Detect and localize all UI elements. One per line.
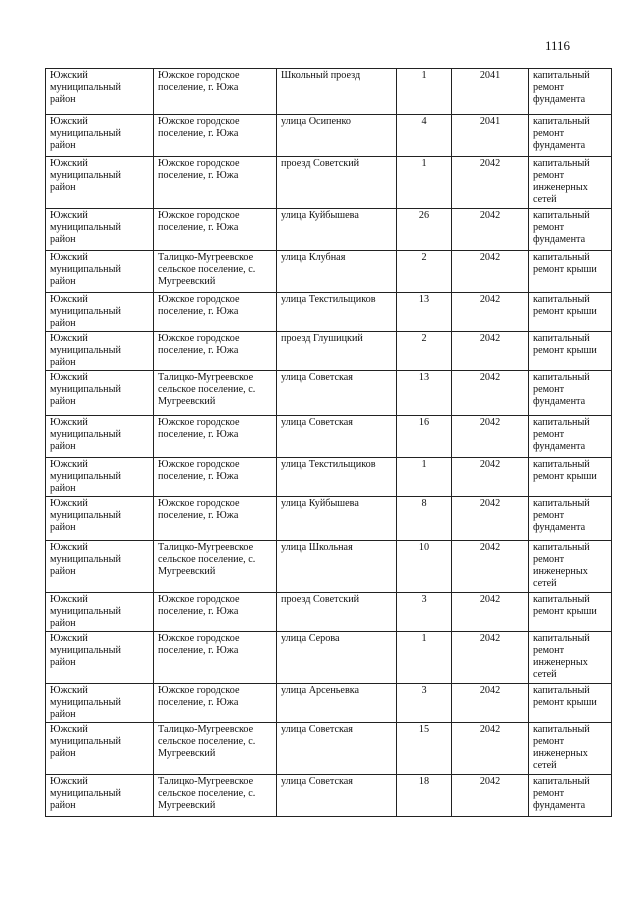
street-cell: Школьный проезд	[277, 69, 397, 115]
district-cell: Южский муниципальный район	[46, 157, 154, 209]
table-row	[46, 541, 612, 593]
work-type-cell: капитальный ремонт крыши	[529, 332, 612, 371]
settlement-cell: Талицко-Мугреевское сельское поселение, с. Мугреевский	[154, 723, 277, 775]
table-row	[46, 332, 612, 371]
table-row	[46, 209, 612, 251]
year-cell: 2042	[452, 497, 529, 541]
settlement-cell: Южское городское поселение, г. Южа	[154, 209, 277, 251]
street-cell: улица Арсеньевка	[277, 684, 397, 723]
table-row	[46, 251, 612, 293]
house-number-cell: 3	[397, 593, 452, 632]
settlement-cell: Южское городское поселение, г. Южа	[154, 593, 277, 632]
district-cell: Южский муниципальный район	[46, 69, 154, 115]
work-type-cell: капитальный ремонт инженерных сетей	[529, 723, 612, 775]
year-cell: 2042	[452, 157, 529, 209]
year-cell: 2042	[452, 416, 529, 458]
district-cell: Южский муниципальный район	[46, 684, 154, 723]
street-cell: улица Школьная	[277, 541, 397, 593]
year-cell: 2042	[452, 293, 529, 332]
year-cell: 2042	[452, 684, 529, 723]
district-cell: Южский муниципальный район	[46, 775, 154, 817]
settlement-cell: Талицко-Мугреевское сельское поселение, с. Мугреевский	[154, 775, 277, 817]
house-number-cell: 16	[397, 416, 452, 458]
year-cell: 2042	[452, 541, 529, 593]
house-number-cell: 13	[397, 293, 452, 332]
settlement-cell: Южское городское поселение, г. Южа	[154, 632, 277, 684]
year-cell: 2042	[452, 723, 529, 775]
street-cell: проезд Советский	[277, 157, 397, 209]
settlement-cell: Южское городское поселение, г. Южа	[154, 69, 277, 115]
page-number: 1116	[544, 38, 570, 53]
settlement-cell: Южское городское поселение, г. Южа	[154, 416, 277, 458]
year-cell: 2042	[452, 632, 529, 684]
district-cell: Южский муниципальный район	[46, 458, 154, 497]
street-cell: улица Серова	[277, 632, 397, 684]
settlement-cell: Талицко-Мугреевское сельское поселение, с. Мугреевский	[154, 251, 277, 293]
work-type-cell: капитальный ремонт крыши	[529, 593, 612, 632]
year-cell: 2042	[452, 371, 529, 416]
work-type-cell: капитальный ремонт фундамента	[529, 115, 612, 157]
table-row	[46, 69, 612, 115]
work-type-cell: капитальный ремонт крыши	[529, 251, 612, 293]
settlement-cell: Южское городское поселение, г. Южа	[154, 293, 277, 332]
table-row	[46, 775, 612, 817]
district-cell: Южский муниципальный район	[46, 497, 154, 541]
house-number-cell: 26	[397, 209, 452, 251]
district-cell: Южский муниципальный район	[46, 332, 154, 371]
table-row	[46, 593, 612, 632]
district-cell: Южский муниципальный район	[46, 723, 154, 775]
work-type-cell: капитальный ремонт крыши	[529, 458, 612, 497]
year-cell: 2042	[452, 458, 529, 497]
settlement-cell: Талицко-Мугреевское сельское поселение, с. Мугреевский	[154, 371, 277, 416]
house-number-cell: 1	[397, 69, 452, 115]
district-cell: Южский муниципальный район	[46, 293, 154, 332]
work-type-cell: капитальный ремонт инженерных сетей	[529, 157, 612, 209]
house-number-cell: 10	[397, 541, 452, 593]
work-type-cell: капитальный ремонт крыши	[529, 293, 612, 332]
house-number-cell: 8	[397, 497, 452, 541]
work-type-cell: капитальный ремонт крыши	[529, 684, 612, 723]
street-cell: улица Советская	[277, 416, 397, 458]
table-row	[46, 371, 612, 416]
district-cell: Южский муниципальный район	[46, 541, 154, 593]
work-type-cell: капитальный ремонт фундамента	[529, 497, 612, 541]
house-number-cell: 2	[397, 251, 452, 293]
district-cell: Южский муниципальный район	[46, 115, 154, 157]
table-row	[46, 115, 612, 157]
settlement-cell: Южское городское поселение, г. Южа	[154, 157, 277, 209]
house-number-cell: 13	[397, 371, 452, 416]
table-row	[46, 632, 612, 684]
house-number-cell: 4	[397, 115, 452, 157]
district-cell: Южский муниципальный район	[46, 416, 154, 458]
house-number-cell: 3	[397, 684, 452, 723]
year-cell: 2041	[452, 69, 529, 115]
district-cell: Южский муниципальный район	[46, 251, 154, 293]
house-number-cell: 15	[397, 723, 452, 775]
table-row	[46, 684, 612, 723]
table-row	[46, 157, 612, 209]
table-row	[46, 416, 612, 458]
house-number-cell: 1	[397, 632, 452, 684]
settlement-cell: Южское городское поселение, г. Южа	[154, 684, 277, 723]
house-number-cell: 1	[397, 157, 452, 209]
repair-schedule-table	[45, 68, 612, 817]
year-cell: 2042	[452, 593, 529, 632]
settlement-cell: Талицко-Мугреевское сельское поселение, с. Мугреевский	[154, 541, 277, 593]
street-cell: улица Советская	[277, 371, 397, 416]
settlement-cell: Южское городское поселение, г. Южа	[154, 115, 277, 157]
district-cell: Южский муниципальный район	[46, 371, 154, 416]
street-cell: улица Клубная	[277, 251, 397, 293]
year-cell: 2042	[452, 332, 529, 371]
street-cell: улица Текстильщиков	[277, 458, 397, 497]
year-cell: 2041	[452, 115, 529, 157]
table-row	[46, 723, 612, 775]
work-type-cell: капитальный ремонт фундамента	[529, 775, 612, 817]
street-cell: проезд Глушицкий	[277, 332, 397, 371]
work-type-cell: капитальный ремонт фундамента	[529, 416, 612, 458]
work-type-cell: капитальный ремонт фундамента	[529, 209, 612, 251]
street-cell: улица Текстильщиков	[277, 293, 397, 332]
street-cell: улица Куйбышева	[277, 497, 397, 541]
house-number-cell: 1	[397, 458, 452, 497]
year-cell: 2042	[452, 209, 529, 251]
district-cell: Южский муниципальный район	[46, 209, 154, 251]
settlement-cell: Южское городское поселение, г. Южа	[154, 332, 277, 371]
work-type-cell: капитальный ремонт фундамента	[529, 69, 612, 115]
settlement-cell: Южское городское поселение, г. Южа	[154, 458, 277, 497]
street-cell: улица Осипенко	[277, 115, 397, 157]
street-cell: улица Советская	[277, 775, 397, 817]
settlement-cell: Южское городское поселение, г. Южа	[154, 497, 277, 541]
table-row	[46, 497, 612, 541]
street-cell: улица Советская	[277, 723, 397, 775]
table-row	[46, 458, 612, 497]
table-row	[46, 293, 612, 332]
district-cell: Южский муниципальный район	[46, 593, 154, 632]
year-cell: 2042	[452, 251, 529, 293]
work-type-cell: капитальный ремонт инженерных сетей	[529, 541, 612, 593]
work-type-cell: капитальный ремонт фундамента	[529, 371, 612, 416]
street-cell: проезд Советский	[277, 593, 397, 632]
year-cell: 2042	[452, 775, 529, 817]
district-cell: Южский муниципальный район	[46, 632, 154, 684]
house-number-cell: 2	[397, 332, 452, 371]
work-type-cell: капитальный ремонт инженерных сетей	[529, 632, 612, 684]
street-cell: улица Куйбышева	[277, 209, 397, 251]
house-number-cell: 18	[397, 775, 452, 817]
